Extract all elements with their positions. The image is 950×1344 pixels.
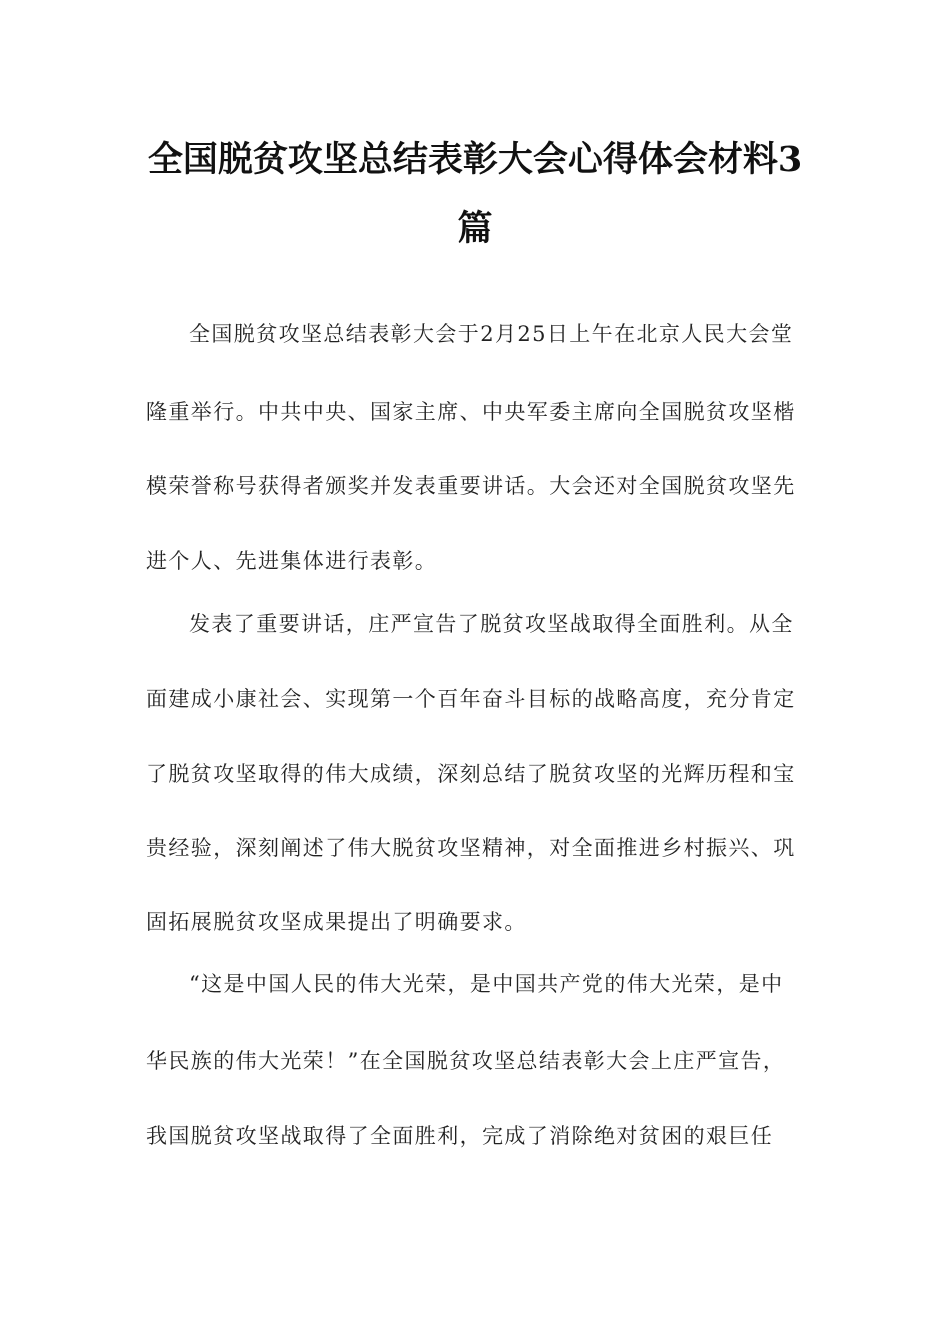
- paragraph-2-line-1: 发表了重要讲话，庄严宣告了脱贫攻坚战取得全面胜利。从全: [189, 612, 794, 636]
- paragraph-2-line-3: 了脱贫攻坚取得的伟大成绩，深刻总结了脱贫攻坚的光辉历程和宝: [146, 762, 796, 786]
- paragraph-2-line-2: 面建成小康社会、实现第一个百年奋斗目标的战略高度，充分肯定: [146, 687, 796, 711]
- paragraph-3-line-2: 华民族的伟大光荣！”在全国脱贫攻坚总结表彰大会上庄严宣告，: [146, 1049, 786, 1073]
- paragraph-1-line-4: 进个人、先进集体进行表彰。: [146, 549, 438, 573]
- paragraph-2-line-5: 固拓展脱贫攻坚成果提出了明确要求。: [146, 910, 527, 934]
- paragraph-3-line-1: “这是中国人民的伟大光荣，是中国共产党的伟大光荣，是中: [189, 972, 784, 996]
- paragraph-1-line-1: 全国脱贫攻坚总结表彰大会于2月25日上午在北京人民大会堂: [189, 322, 794, 346]
- document-title-continued: 篇: [457, 208, 493, 249]
- document-title: 全国脱贫攻坚总结表彰大会心得体会材料3: [147, 139, 803, 180]
- paragraph-3-line-3: 我国脱贫攻坚战取得了全面胜利，完成了消除绝对贫困的艰巨任: [146, 1124, 774, 1148]
- paragraph-1-line-3: 模荣誉称号获得者颁奖并发表重要讲话。大会还对全国脱贫攻坚先: [146, 474, 796, 498]
- paragraph-2-line-4: 贵经验，深刻阐述了伟大脱贫攻坚精神，对全面推进乡村振兴、巩: [146, 836, 796, 860]
- paragraph-1-line-2: 隆重举行。中共中央、国家主席、中央军委主席向全国脱贫攻坚楷: [146, 400, 796, 424]
